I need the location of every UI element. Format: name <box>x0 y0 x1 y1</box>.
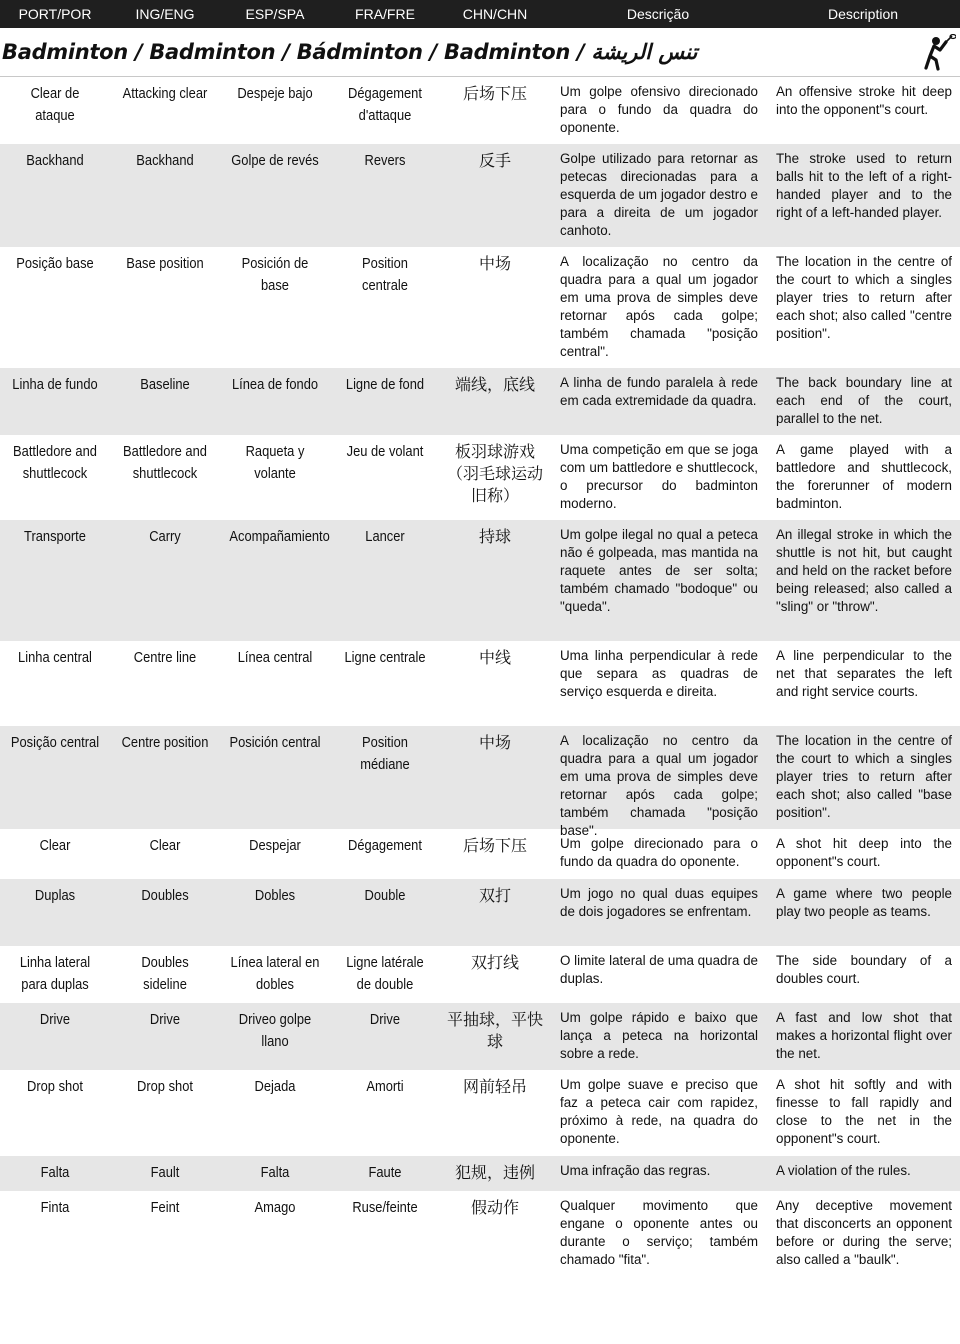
description-pt: Uma competição em que se joga com um battledore e shuttlecock, o precursor do badminton moderno. <box>560 442 758 511</box>
description-en: A line perpendicular to the net that separates the left and right service courts. <box>776 648 952 699</box>
term-spa: Dobles <box>254 887 296 904</box>
term-por: Battledore and shuttlecock <box>13 443 97 482</box>
column-header-chn: CHN/CHN <box>462 6 528 22</box>
description-pt: Um golpe ofensivo direcionado para o fundo da quadra do oponente. <box>560 84 758 135</box>
term-spa: Raqueta y volante <box>245 443 305 482</box>
term-chn: 双打 <box>478 886 511 905</box>
description-pt: Um golpe ilegal no qual a peteca não é golpeada, mas mantida na raquete antes de ser solta; também chamado "bodoque" ou "queda". <box>560 527 758 614</box>
description-en: The location in the centre of the court to which a singles player tries to return after each shot; also called "base position". <box>776 733 952 820</box>
column-header-fra: FRA/FRE <box>355 6 415 22</box>
table-row <box>0 726 960 838</box>
description-en: A game played with a battledore and shuttlecock, the forerunner of modern badminton. <box>776 442 952 511</box>
description-pt: A localização no centro da quadra para a qual um jogador em uma prova de simples deve retornar após cada golpe; também chamada "posição central". <box>560 254 758 359</box>
term-por: Drop shot <box>27 1078 83 1095</box>
table-row <box>0 1191 960 1291</box>
term-spa: Posición de base <box>241 255 309 294</box>
term-eng: Feint <box>150 1199 180 1216</box>
table-row <box>0 946 960 1003</box>
description-en: A violation of the rules. <box>776 1163 911 1178</box>
term-chn: 中线 <box>478 648 511 667</box>
description-en: A shot hit deep into the opponent"s court. <box>776 836 952 869</box>
term-fra: Position médiane <box>360 734 410 773</box>
term-chn: 持球 <box>478 527 511 546</box>
term-fra: Lancer <box>365 528 405 545</box>
term-eng: Backhand <box>136 152 194 169</box>
term-por: Linha central <box>18 649 92 666</box>
column-header-descricao: Descrição <box>626 6 690 22</box>
term-fra: Dégagement <box>348 837 422 854</box>
term-eng: Baseline <box>140 376 190 393</box>
description-en: An offensive stroke hit deep into the opponent"s court. <box>776 84 952 117</box>
term-chn: 中场 <box>478 733 511 752</box>
section-title: Badminton / Badminton / Bádminton / Badminton / تنس الريشة <box>2 40 698 64</box>
description-pt: A localização no centro da quadra para a qual um jogador em uma prova de simples deve retornar após cada golpe; também chamada "posição base". <box>560 733 758 838</box>
term-spa: Posición central <box>229 734 321 751</box>
term-eng: Base position <box>126 255 204 272</box>
description-pt: Um jogo no qual duas equipes de dois jogadores se enfrentam. <box>560 886 758 919</box>
table-row <box>0 247 960 368</box>
term-por: Linha de fundo <box>12 376 98 393</box>
term-por: Linha lateral para duplas <box>19 954 91 993</box>
term-chn: 平抽球，平快球 <box>446 1010 543 1051</box>
description-pt: Um golpe suave e preciso que faz a peteca cair com rapidez, próximo à rede, na quadra do oponente. <box>560 1077 758 1146</box>
term-eng: Doubles sideline <box>141 954 189 993</box>
term-fra: Faute <box>368 1164 402 1181</box>
description-en: Any deceptive movement that disconcerts an opponent before or during the serve; also called a "baulk". <box>776 1198 952 1267</box>
term-por: Drive <box>39 1011 71 1028</box>
section-title-row <box>0 28 960 77</box>
term-chn: 反手 <box>478 151 511 170</box>
term-fra: Jeu de volant <box>346 443 424 460</box>
description-pt: Um golpe rápido e baixo que lança a peteca na horizontal sobre a rede. <box>560 1010 758 1061</box>
term-eng: Carry <box>149 528 181 545</box>
description-pt: Um golpe direcionado para o fundo da quadra do oponente. <box>560 836 758 869</box>
table-row <box>0 1070 960 1156</box>
column-header-spa: ESP/SPA <box>245 6 305 22</box>
column-header-description: Description <box>827 6 899 22</box>
description-en: The location in the centre of the court to which a singles player tries to return after each shot; also called "centre position". <box>776 254 952 341</box>
term-por: Duplas <box>34 887 76 904</box>
description-en: An illegal stroke in which the shuttle is not hit, but caught and held on the racket before being released; also called a "sling" or "throw". <box>776 527 952 614</box>
term-fra: Revers <box>364 152 406 169</box>
description-pt: A linha de fundo paralela à rede em cada extremidade da quadra. <box>560 375 758 408</box>
description-en: A shot hit softly and with finesse to fall rapidly and close to the net in the opponent"s court. <box>776 1077 952 1146</box>
term-fra: Double <box>364 887 406 904</box>
term-eng: Drive <box>149 1011 181 1028</box>
term-spa: Amago <box>254 1199 296 1216</box>
column-header-por: PORT/POR <box>18 6 92 22</box>
badminton-player-icon <box>916 34 956 72</box>
term-por: Posição central <box>10 734 100 751</box>
description-en: A game where two people play two people as teams. <box>776 886 952 919</box>
term-eng: Centre line <box>133 649 197 666</box>
table-row <box>0 879 960 946</box>
term-spa: Despejar <box>249 837 301 854</box>
term-chn: 后场下压 <box>462 836 527 855</box>
description-pt: O limite lateral de uma quadra de duplas. <box>560 953 758 986</box>
column-header-eng: ING/ENG <box>135 6 195 22</box>
term-fra: Dégagement d'attaque <box>348 85 422 124</box>
term-eng: Battledore and shuttlecock <box>123 443 207 482</box>
description-en: A fast and low shot that makes a horizontal flight over the net. <box>776 1010 952 1061</box>
term-chn: 中场 <box>478 254 511 273</box>
term-fra: Drive <box>369 1011 401 1028</box>
term-spa: Dejada <box>254 1078 296 1095</box>
term-eng: Doubles <box>141 887 189 904</box>
column-header-bar <box>0 0 960 28</box>
term-spa: Línea central <box>237 649 313 666</box>
term-por: Finta <box>40 1199 70 1216</box>
description-pt: Uma infração das regras. <box>560 1163 711 1178</box>
table-row <box>0 144 960 247</box>
term-por: Clear de ataque <box>30 85 80 124</box>
term-fra: Position centrale <box>362 255 408 294</box>
term-spa: Golpe de revés <box>231 152 319 169</box>
description-en: The stroke used to return balls hit to the left of a right-handed player and to the right of a left-handed player. <box>776 151 952 220</box>
description-pt: Uma linha perpendicular à rede que separa as quadras de serviço esquerda e direita. <box>560 648 758 699</box>
term-chn: 网前轻吊 <box>462 1077 527 1096</box>
description-pt: Golpe utilizado para retornar as petecas direcionadas para a esquerda de um jogador destro e para a direita de um jogador canhoto. <box>560 151 758 238</box>
description-pt: Qualquer movimento que engane o oponente antes ou durante o serviço; também chamado "fita". <box>560 1198 758 1267</box>
term-por: Transporte <box>24 528 86 545</box>
term-chn: 板羽球游戏（羽毛球运动旧称） <box>446 442 543 505</box>
table-row <box>0 520 960 641</box>
term-chn: 假动作 <box>470 1198 519 1217</box>
term-eng: Attacking clear <box>122 85 208 102</box>
term-spa: Línea de fondo <box>231 376 319 393</box>
term-fra: Ruse/feinte <box>352 1199 418 1216</box>
term-eng: Fault <box>150 1164 180 1181</box>
term-por: Falta <box>40 1164 70 1181</box>
term-spa: Despeje bajo <box>237 85 313 102</box>
term-chn: 犯规，违例 <box>454 1163 535 1182</box>
term-por: Posição base <box>16 255 94 272</box>
term-spa: Driveo golpe llano <box>238 1011 312 1050</box>
table-row <box>0 641 960 726</box>
term-spa: Acompañamiento <box>229 528 330 545</box>
term-eng: Centre position <box>121 734 209 751</box>
description-en: The side boundary of a doubles court. <box>776 953 952 986</box>
term-fra: Amorti <box>366 1078 404 1095</box>
term-por: Backhand <box>26 152 84 169</box>
term-eng: Drop shot <box>137 1078 193 1095</box>
term-chn: 双打线 <box>470 953 519 972</box>
term-por: Clear <box>39 837 71 854</box>
table-row <box>0 1156 960 1191</box>
table-row <box>0 1003 960 1070</box>
term-fra: Ligne centrale <box>344 649 426 666</box>
description-en: The back boundary line at each end of the court, parallel to the net. <box>776 375 952 426</box>
table-row <box>0 77 960 144</box>
glossary-table <box>0 77 960 1291</box>
term-eng: Clear <box>149 837 181 854</box>
table-row <box>0 435 960 520</box>
term-chn: 端线，底线 <box>454 375 535 394</box>
term-spa: Línea lateral en dobles <box>230 954 320 993</box>
term-chn: 后场下压 <box>462 84 527 103</box>
term-fra: Ligne de fond <box>345 376 425 393</box>
table-row <box>0 368 960 435</box>
table-row <box>0 829 960 879</box>
term-fra: Ligne latérale de double <box>346 954 424 993</box>
term-spa: Falta <box>260 1164 290 1181</box>
